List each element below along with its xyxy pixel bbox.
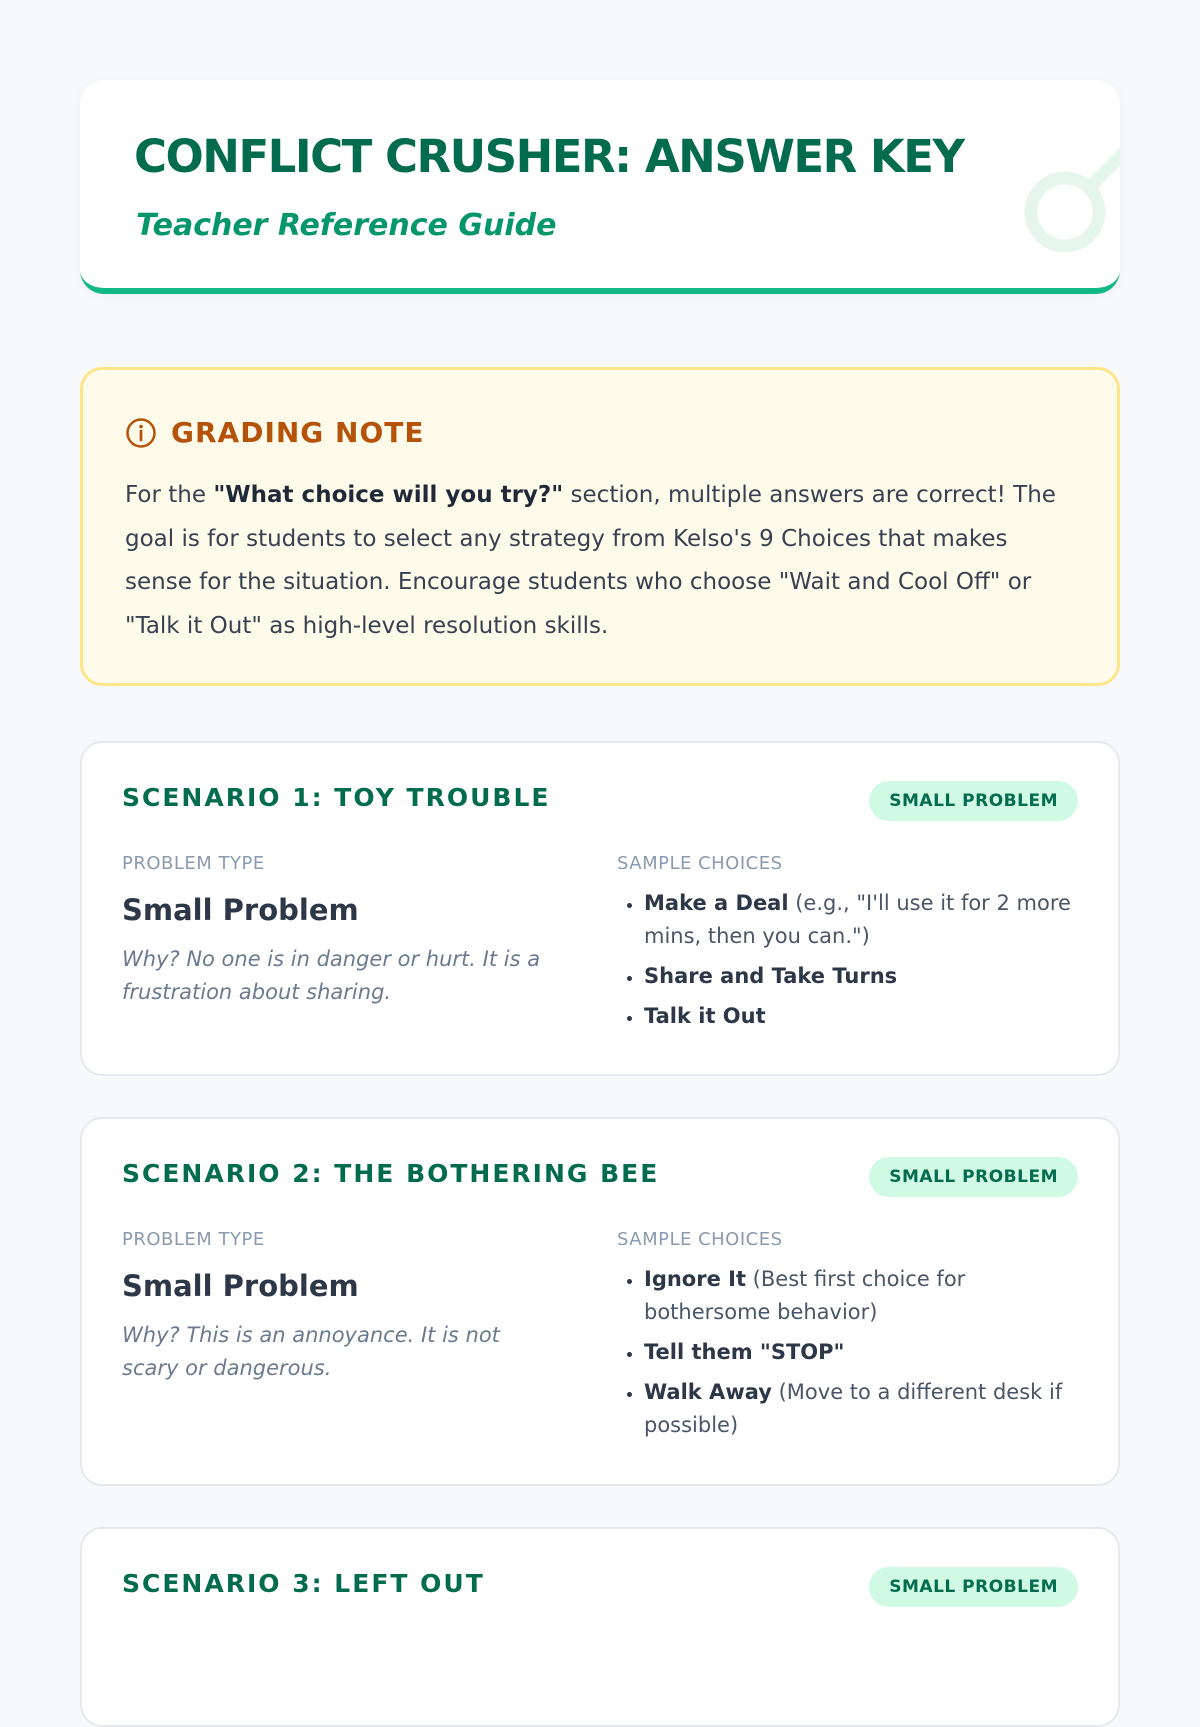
choice-name: Talk it Out [644, 1004, 766, 1028]
choice-name: Walk Away [644, 1380, 772, 1404]
choice-detail: (Best first choice for bothersome behavior) [644, 1267, 966, 1324]
note-body-text: section, multiple answers are correct! The goal is for students to select any strategy from Kelso's 9 Choices that makes sense for the situation. Encourage students who choose "Wait and Cool Off" or "Talk it Out" as high-level resolution skills. [125, 482, 1056, 639]
grading-note [80, 367, 1120, 686]
problem-reason: Why? This is an annoyance. It is not scary or dangerous. [122, 1323, 500, 1380]
choices-list [617, 1263, 1094, 1449]
problem-type-value: Small Problem [122, 1269, 359, 1303]
header-card [80, 80, 1120, 294]
scenario-title: SCENARIO 1: TOY TROUBLE [122, 783, 551, 812]
choice-name: Share and Take Turns [644, 964, 898, 988]
scenario-card [80, 1527, 1120, 1727]
problem-type-label: PROBLEM TYPE [122, 1229, 265, 1250]
choice-detail: (e.g., "I'll use it for 2 more mins, then you can.") [644, 891, 1071, 948]
list-item [644, 1336, 1094, 1369]
problem-type-label: PROBLEM TYPE [122, 853, 265, 874]
note-body-highlight: "What choice will you try?" [213, 482, 564, 508]
choices-list [617, 887, 1094, 1040]
status-badge: SMALL PROBLEM [869, 1567, 1078, 1607]
sample-choices-label: SAMPLE CHOICES [617, 1229, 783, 1250]
scenario-title: SCENARIO 3: LEFT OUT [122, 1569, 485, 1598]
choice-name: Make a Deal [644, 891, 789, 915]
list-item [644, 887, 1094, 953]
sample-choices-label: SAMPLE CHOICES [617, 853, 783, 874]
key-icon [1015, 110, 1120, 260]
status-badge: SMALL PROBLEM [869, 1157, 1078, 1197]
problem-reason: Why? No one is in danger or hurt. It is a frustration about sharing. [122, 947, 541, 1004]
list-item [644, 1263, 1094, 1329]
scenario-card [80, 741, 1120, 1076]
choice-name: Tell them "STOP" [644, 1340, 845, 1364]
list-item [644, 960, 1094, 993]
page-title: CONFLICT CRUSHER: ANSWER KEY [134, 130, 964, 183]
scenario-title: SCENARIO 2: THE BOTHERING BEE [122, 1159, 660, 1188]
grading-note-body [125, 474, 1075, 648]
note-body-prefix: For the [125, 482, 214, 508]
list-item [644, 1000, 1094, 1033]
page-subtitle: Teacher Reference Guide [136, 208, 557, 243]
choice-detail: (Move to a different desk if possible) [644, 1380, 1063, 1437]
grading-note-header [125, 416, 425, 449]
list-item [644, 1376, 1094, 1442]
scenario-card [80, 1117, 1120, 1486]
choice-name: Ignore It [644, 1267, 746, 1291]
info-icon [125, 417, 157, 449]
problem-type-value: Small Problem [122, 893, 359, 927]
status-badge: SMALL PROBLEM [869, 781, 1078, 821]
grading-note-title: GRADING NOTE [171, 416, 425, 449]
